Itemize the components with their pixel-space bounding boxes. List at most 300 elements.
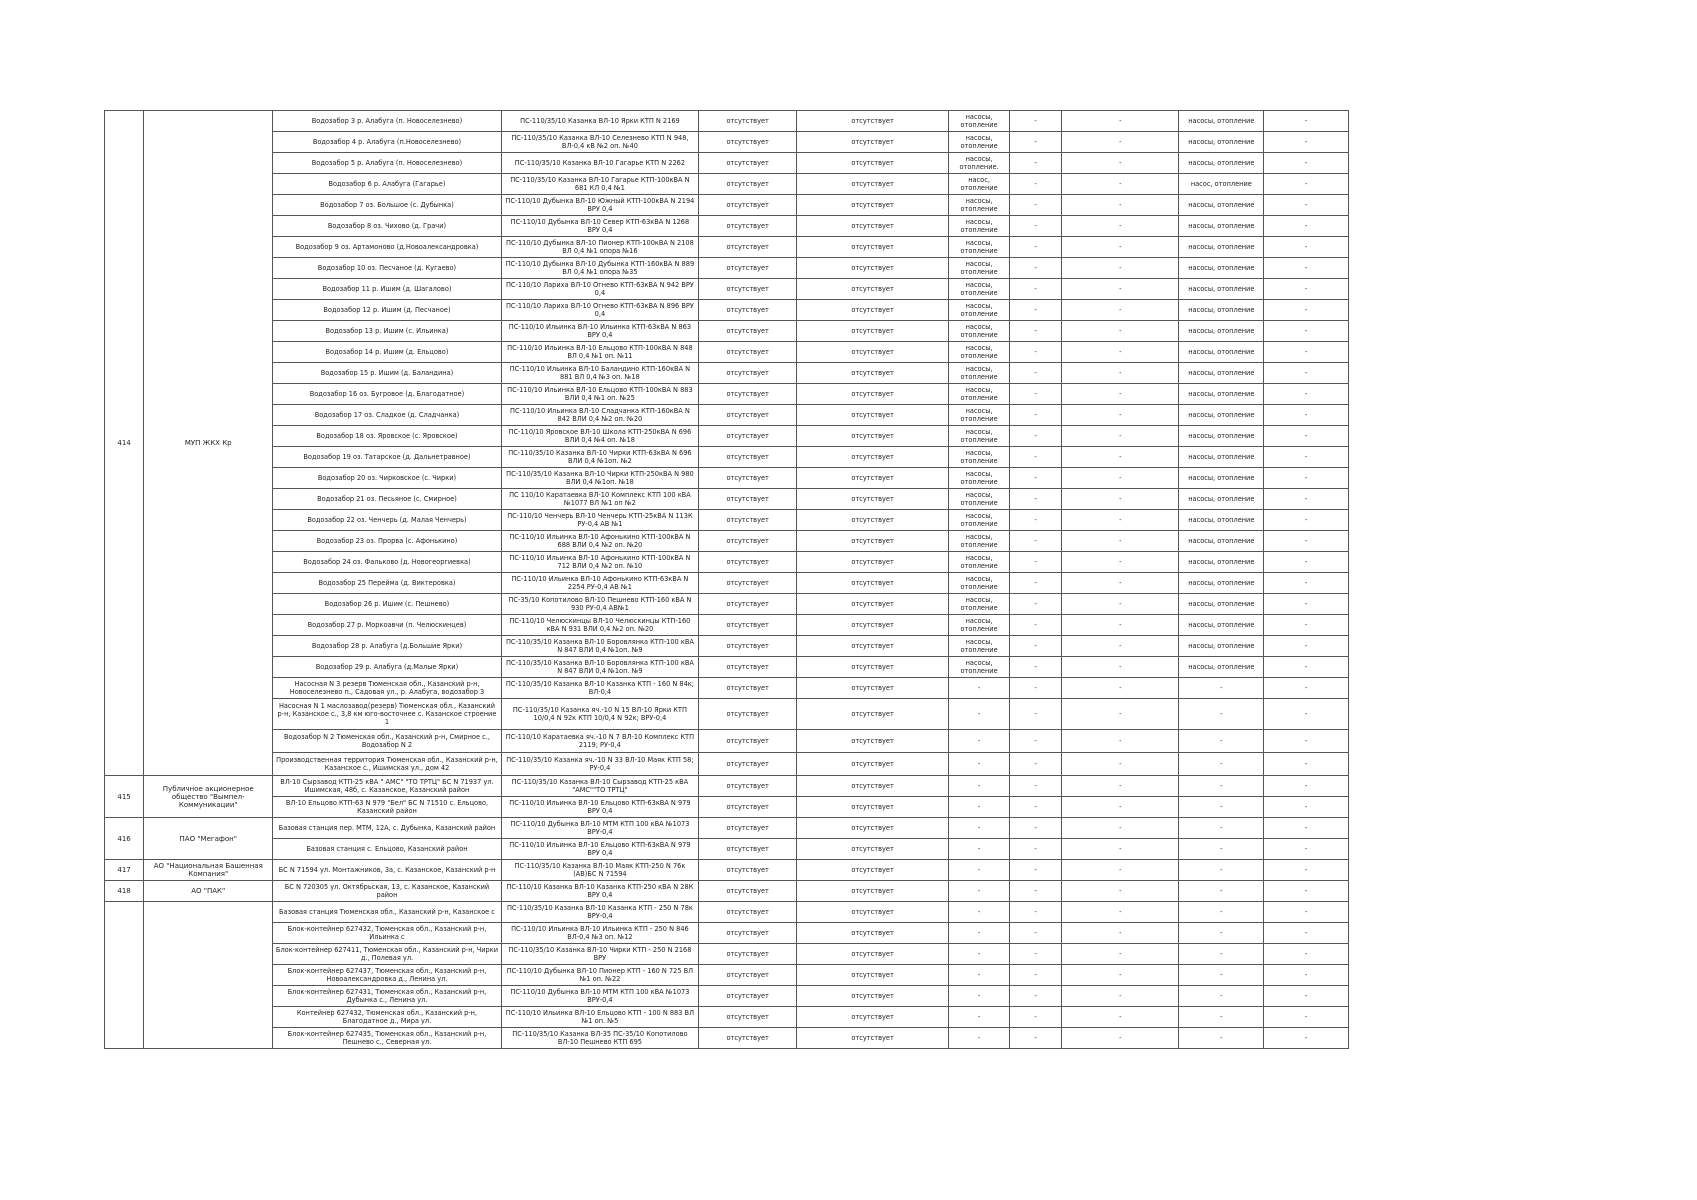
value-cell-b: - [1062, 216, 1179, 237]
status-cell-b: отсутствует [797, 489, 949, 510]
value-cell-c: - [1264, 573, 1349, 594]
status-cell-b: отсутствует [797, 1007, 949, 1028]
value-cell-a: - [1009, 839, 1061, 860]
value-cell-b: - [1062, 384, 1179, 405]
value-cell-b: - [1062, 468, 1179, 489]
load-cell: насосы, отопление. [949, 153, 1010, 174]
status-cell-a: отсутствует [699, 342, 797, 363]
status-cell-b: отсутствует [797, 237, 949, 258]
load-cell-b: насосы, отопление [1179, 594, 1264, 615]
value-cell-b: - [1062, 1028, 1179, 1049]
object-cell: Блок-контейнер 627435, Тюменская обл., Казанский р-н, Пешнево с., Северная ул. [273, 1028, 501, 1049]
organization-cell: ПАО "Мегафон" [144, 818, 273, 860]
table-row [105, 510, 1349, 531]
object-cell: Контейнер 627432, Тюменская обл., Казанский р-н, Благодатное д., Мира ул. [273, 1007, 501, 1028]
load-cell-b: - [1179, 944, 1264, 965]
status-cell-b: отсутствует [797, 342, 949, 363]
table-row [105, 363, 1349, 384]
power-source-cell: ПС-110/10 Дубынка ВЛ-10 Север КТП-63кВА N 1268 ВРУ 0,4 [501, 216, 699, 237]
load-cell: насосы, отопление [949, 195, 1010, 216]
power-source-cell: ПС-110/35/10 Казанка ВЛ-10 Чирки КТП-63кВА N 696 ВЛИ 0,4 №1оп. №2 [501, 447, 699, 468]
object-cell: Насосная N 1 маслозавод(резерв) Тюменская обл., Казанский р-н, Казанское с., 3,8 км юго-восточнее с. Казанское строение 1 [273, 699, 501, 730]
status-cell-a: отсутствует [699, 195, 797, 216]
load-cell: насосы, отопление [949, 615, 1010, 636]
value-cell-b: - [1062, 510, 1179, 531]
status-cell-a: отсутствует [699, 111, 797, 132]
value-cell-b: - [1062, 300, 1179, 321]
load-cell-b: насосы, отопление [1179, 615, 1264, 636]
load-cell-b: - [1179, 965, 1264, 986]
object-cell: Водозабор 5 р. Алабуга (п. Новоселезнево) [273, 153, 501, 174]
status-cell-b: отсутствует [797, 300, 949, 321]
value-cell-b: - [1062, 321, 1179, 342]
load-cell: - [949, 1007, 1010, 1028]
value-cell-a: - [1009, 132, 1061, 153]
power-source-cell: ПС-110/10 Дубынка ВЛ-10 Пионер КТП-100кВА N 2108 ВЛ 0,4 №1 опора №16 [501, 237, 699, 258]
table-row [105, 321, 1349, 342]
status-cell-b: отсутствует [797, 860, 949, 881]
object-cell: Водозабор 19 оз. Татарское (д. Дальнетравное) [273, 447, 501, 468]
load-cell-b: насосы, отопление [1179, 216, 1264, 237]
value-cell-b: - [1062, 111, 1179, 132]
load-cell: - [949, 678, 1010, 699]
object-cell: БС N 720305 ул. Октябрьская, 13, с. Казанское, Казанский район [273, 881, 501, 902]
value-cell-c: - [1264, 426, 1349, 447]
object-cell: Водозабор 8 оз. Чихово (д. Грачи) [273, 216, 501, 237]
table-row [105, 111, 1349, 132]
table-row [105, 881, 1349, 902]
load-cell: насосы, отопление [949, 405, 1010, 426]
value-cell-b: - [1062, 615, 1179, 636]
table-row [105, 923, 1349, 944]
value-cell-b: - [1062, 342, 1179, 363]
value-cell-a: - [1009, 531, 1061, 552]
status-cell-b: отсутствует [797, 174, 949, 195]
load-cell: - [949, 986, 1010, 1007]
load-cell: насосы, отопление [949, 426, 1010, 447]
object-cell: Водозабор 12 р. Ишим (д. Песчаное) [273, 300, 501, 321]
power-source-cell: ПС-110/35/10 Казанка ВЛ-10 Селезнево КТП N 948, ВЛ-0,4 кВ №2 оп. №40 [501, 132, 699, 153]
power-source-cell: ПС-110/10 Ильинка ВЛ-10 Афонькино КТП-100кВА N 712 ВЛИ 0,4 №2 оп. №10 [501, 552, 699, 573]
table-row [105, 132, 1349, 153]
object-cell: Водозабор 16 оз. Бугровое (д. Благодатное) [273, 384, 501, 405]
value-cell-a: - [1009, 573, 1061, 594]
value-cell-c: - [1264, 405, 1349, 426]
value-cell-a: - [1009, 258, 1061, 279]
power-source-cell: ПС-110/10 Дубынка ВЛ-10 МТМ КТП 100 кВА №1073 ВРУ-0,4 [501, 818, 699, 839]
load-cell-b: насосы, отопление [1179, 363, 1264, 384]
table-row [105, 468, 1349, 489]
status-cell-a: отсутствует [699, 615, 797, 636]
value-cell-c: - [1264, 447, 1349, 468]
load-cell-b: насосы, отопление [1179, 300, 1264, 321]
status-cell-a: отсутствует [699, 923, 797, 944]
value-cell-a: - [1009, 902, 1061, 923]
status-cell-b: отсутствует [797, 923, 949, 944]
load-cell: насосы, отопление [949, 321, 1010, 342]
value-cell-a: - [1009, 426, 1061, 447]
status-cell-a: отсутствует [699, 699, 797, 730]
table-row [105, 615, 1349, 636]
load-cell-b: насосы, отопление [1179, 342, 1264, 363]
status-cell-a: отсутствует [699, 321, 797, 342]
power-source-cell: ПС-110/10 Челюскинцы ВЛ-10 Челюскинцы КТП-160 кВА N 931 ВЛИ 0,4 №2 оп. №20 [501, 615, 699, 636]
value-cell-a: - [1009, 552, 1061, 573]
value-cell-a: - [1009, 363, 1061, 384]
value-cell-b: - [1062, 258, 1179, 279]
status-cell-b: отсутствует [797, 965, 949, 986]
status-cell-a: отсутствует [699, 636, 797, 657]
object-cell: БС N 71594 ул. Монтажников, 3а, с. Казанское, Казанский р-н [273, 860, 501, 881]
status-cell-b: отсутствует [797, 881, 949, 902]
status-cell-a: отсутствует [699, 258, 797, 279]
load-cell: - [949, 776, 1010, 797]
value-cell-b: - [1062, 531, 1179, 552]
value-cell-a: - [1009, 153, 1061, 174]
table-row [105, 342, 1349, 363]
value-cell-c: - [1264, 797, 1349, 818]
load-cell: - [949, 1028, 1010, 1049]
status-cell-a: отсутствует [699, 657, 797, 678]
table-row [105, 216, 1349, 237]
load-cell-b: - [1179, 839, 1264, 860]
table-row [105, 153, 1349, 174]
object-cell: Базовая станция с. Ельцово, Казанский район [273, 839, 501, 860]
load-cell: - [949, 944, 1010, 965]
table-row [105, 300, 1349, 321]
status-cell-b: отсутствует [797, 132, 949, 153]
object-cell: ВЛ-10 Сырзавод КТП-25 кВА " АМС" "ТО ТРТЦ" БС N 71937 ул. Ишимская, 48б, с. Казанское, Казанский район [273, 776, 501, 797]
value-cell-a: - [1009, 860, 1061, 881]
object-cell: Водозабор 10 оз. Песчаное (д. Кугаево) [273, 258, 501, 279]
load-cell: - [949, 753, 1010, 776]
value-cell-c: - [1264, 594, 1349, 615]
value-cell-b: - [1062, 923, 1179, 944]
value-cell-a: - [1009, 237, 1061, 258]
power-source-cell: ПС-110/35/10 Казанка ВЛ-10 Маяк КТП-250 N 76к (АВ)БС N 71594 [501, 860, 699, 881]
value-cell-a: - [1009, 594, 1061, 615]
value-cell-a: - [1009, 986, 1061, 1007]
status-cell-b: отсутствует [797, 279, 949, 300]
power-source-cell: ПС-110/10 Ильинка ВЛ-10 Ельцово КТП-100кВА N 883 ВЛИ 0,4 №1 оп. №25 [501, 384, 699, 405]
value-cell-c: - [1264, 279, 1349, 300]
status-cell-b: отсутствует [797, 384, 949, 405]
table-row [105, 699, 1349, 730]
object-cell: Базовая станция Тюменская обл., Казанский р-н, Казанское с [273, 902, 501, 923]
value-cell-a: - [1009, 447, 1061, 468]
load-cell: насос, отопление [949, 174, 1010, 195]
table-row [105, 531, 1349, 552]
status-cell-a: отсутствует [699, 594, 797, 615]
power-source-cell: ПС-110/10 Ильинка ВЛ-10 Ильинка КТП-63кВА N 863 ВРУ 0,4 [501, 321, 699, 342]
load-cell-b: - [1179, 923, 1264, 944]
status-cell-b: отсутствует [797, 699, 949, 730]
value-cell-a: - [1009, 321, 1061, 342]
value-cell-a: - [1009, 818, 1061, 839]
value-cell-a: - [1009, 342, 1061, 363]
load-cell-b: насосы, отопление [1179, 552, 1264, 573]
status-cell-a: отсутствует [699, 573, 797, 594]
load-cell: насосы, отопление [949, 342, 1010, 363]
object-cell: Водозабор 25 Перейма (д. Виктеровка) [273, 573, 501, 594]
status-cell-a: отсутствует [699, 797, 797, 818]
value-cell-b: - [1062, 195, 1179, 216]
value-cell-a: - [1009, 510, 1061, 531]
status-cell-b: отсутствует [797, 405, 949, 426]
group-number-cell: 417 [105, 860, 144, 881]
load-cell: насосы, отопление [949, 573, 1010, 594]
object-cell: Водозабор 21 оз. Песьяное (с. Смирное) [273, 489, 501, 510]
table-row [105, 965, 1349, 986]
status-cell-b: отсутствует [797, 902, 949, 923]
status-cell-a: отсутствует [699, 1028, 797, 1049]
status-cell-b: отсутствует [797, 552, 949, 573]
organization-cell: Публичное акционерное общество "Вымпел-Коммуникации" [144, 776, 273, 818]
status-cell-a: отсутствует [699, 552, 797, 573]
value-cell-a: - [1009, 1028, 1061, 1049]
table-row [105, 552, 1349, 573]
power-source-cell: ПС-110/35/10 Казанка ВЛ-10 Гагарье КТП-100кВА N 681 КЛ 0,4 №1 [501, 174, 699, 195]
load-cell: насосы, отопление [949, 237, 1010, 258]
status-cell-a: отсутствует [699, 510, 797, 531]
load-cell: насосы, отопление [949, 447, 1010, 468]
table-row [105, 1028, 1349, 1049]
load-cell-b: - [1179, 797, 1264, 818]
value-cell-a: - [1009, 468, 1061, 489]
object-cell: Водозабор 27 р. Моркоавчи (п. Челюскинцев) [273, 615, 501, 636]
load-cell-b: - [1179, 753, 1264, 776]
value-cell-b: - [1062, 132, 1179, 153]
value-cell-a: - [1009, 195, 1061, 216]
object-cell: Насосная N 3 резерв Тюменская обл., Казанский р-н, Новоселезнево п., Садовая ул., р. Алабуга, водозабор 3 [273, 678, 501, 699]
value-cell-b: - [1062, 699, 1179, 730]
table-row [105, 195, 1349, 216]
load-cell-b: насосы, отопление [1179, 657, 1264, 678]
table-row [105, 489, 1349, 510]
object-cell: Базовая станция пер. МТМ, 12А, с. Дубынка, Казанский район [273, 818, 501, 839]
value-cell-c: - [1264, 965, 1349, 986]
load-cell: насосы, отопление [949, 531, 1010, 552]
organization-cell [144, 902, 273, 1049]
load-cell: насосы, отопление [949, 489, 1010, 510]
value-cell-a: - [1009, 699, 1061, 730]
status-cell-b: отсутствует [797, 797, 949, 818]
value-cell-b: - [1062, 986, 1179, 1007]
value-cell-b: - [1062, 153, 1179, 174]
table-row [105, 1007, 1349, 1028]
status-cell-b: отсутствует [797, 986, 949, 1007]
power-source-cell: ПС-110/10 Ильинка ВЛ-10 Ельцово КТП - 100 N 883 ВЛ №1 оп. №5 [501, 1007, 699, 1028]
power-source-cell: ПС-110/10 Ченчерь ВЛ-10 Ченчерь КТП-25кВА N 113К РУ-0,4 АВ №1 [501, 510, 699, 531]
power-source-cell: ПС-110/35/10 Казанка ВЛ-35 ПС-35/10 Копотилово ВЛ-10 Пешнево КТП 695 [501, 1028, 699, 1049]
value-cell-c: - [1264, 300, 1349, 321]
table-row [105, 594, 1349, 615]
power-source-cell: ПС-110/10 Ильинка ВЛ-10 Сладчанка КТП-160кВА N 842 ВЛИ 0,4 №2 оп. №20 [501, 405, 699, 426]
power-source-cell: ПС 110/10 Каратаевка ВЛ-10 Комплекс КТП 100 кВА №1077 ВЛ №1 оп №2 [501, 489, 699, 510]
load-cell: насосы, отопление [949, 657, 1010, 678]
object-cell: ВЛ-10 Ельцово КТП-63 N 979 "Бел" БС N 71510 с. Ельцово, Казанский район [273, 797, 501, 818]
object-cell: Водозабор 22 оз. Ченчерь (д. Малая Ченчерь) [273, 510, 501, 531]
object-cell: Водозабор 24 оз. Фальково (д. Новогеоргиевка) [273, 552, 501, 573]
object-cell: Водозабор 26 р. Ишим (с. Пешнево) [273, 594, 501, 615]
status-cell-a: отсутствует [699, 753, 797, 776]
value-cell-a: - [1009, 636, 1061, 657]
spreadsheet-table [104, 110, 1349, 1049]
value-cell-c: - [1264, 923, 1349, 944]
load-cell: насосы, отопление [949, 111, 1010, 132]
value-cell-b: - [1062, 174, 1179, 195]
table-row [105, 174, 1349, 195]
value-cell-a: - [1009, 489, 1061, 510]
value-cell-c: - [1264, 132, 1349, 153]
value-cell-a: - [1009, 216, 1061, 237]
load-cell: - [949, 965, 1010, 986]
value-cell-a: - [1009, 730, 1061, 753]
table-row [105, 902, 1349, 923]
value-cell-a: - [1009, 405, 1061, 426]
object-cell: Водозабор 15 р. Ишим (д. Баландина) [273, 363, 501, 384]
value-cell-c: - [1264, 363, 1349, 384]
object-cell: Водозабор 4 р. Алабуга (п.Новоселезнево) [273, 132, 501, 153]
value-cell-b: - [1062, 447, 1179, 468]
object-cell: Водозабор 13 р. Ишим (с. Ильинка) [273, 321, 501, 342]
value-cell-c: - [1264, 860, 1349, 881]
organization-cell: МУП ЖКХ Кр [144, 111, 273, 776]
value-cell-a: - [1009, 753, 1061, 776]
group-number-cell [105, 902, 144, 1049]
power-source-cell: ПС-110/35/10 Казанка ВЛ-10 Гагарье КТП N 2262 [501, 153, 699, 174]
table-row [105, 384, 1349, 405]
load-cell-b: - [1179, 818, 1264, 839]
power-source-cell: ПС-110/10 Лариха ВЛ-10 Огнево КТП-63кВА N 942 ВРУ 0,4 [501, 279, 699, 300]
power-source-cell: ПС-110/35/10 Казанка ВЛ-10 Чирки КТП - 250 N 2168 ВРУ [501, 944, 699, 965]
table-row [105, 405, 1349, 426]
value-cell-c: - [1264, 153, 1349, 174]
load-cell-b: насосы, отопление [1179, 405, 1264, 426]
status-cell-a: отсутствует [699, 384, 797, 405]
value-cell-c: - [1264, 730, 1349, 753]
value-cell-b: - [1062, 678, 1179, 699]
table-row [105, 944, 1349, 965]
power-source-cell: ПС-110/10 Ильинка ВЛ-10 Ельцово КТП-100кВА N 848 ВЛ 0,4 №1 оп. №11 [501, 342, 699, 363]
load-cell: насосы, отопление [949, 510, 1010, 531]
status-cell-a: отсутствует [699, 279, 797, 300]
load-cell: насосы, отопление [949, 636, 1010, 657]
table-row [105, 279, 1349, 300]
power-source-cell: ПС-110/35/10 Казанка ВЛ-10 Казанка КТП - 160 N 84к; ВЛ-0,4 [501, 678, 699, 699]
load-cell: - [949, 923, 1010, 944]
table-row [105, 839, 1349, 860]
load-cell: насосы, отопление [949, 258, 1010, 279]
object-cell: Блок-контейнер 627411, Тюменская обл., Казанский р-н, Чирки д., Полевая ул. [273, 944, 501, 965]
object-cell: Водозабор 20 оз. Чирковское (с. Чирки) [273, 468, 501, 489]
value-cell-a: - [1009, 797, 1061, 818]
value-cell-c: - [1264, 342, 1349, 363]
status-cell-a: отсутствует [699, 405, 797, 426]
status-cell-a: отсутствует [699, 363, 797, 384]
value-cell-c: - [1264, 818, 1349, 839]
object-cell: Водозабор 29 р. Алабуга (д.Малые Ярки) [273, 657, 501, 678]
object-cell: Водозабор N 2 Тюменская обл., Казанский р-н, Смирное с., Водозабор N 2 [273, 730, 501, 753]
load-cell-b: - [1179, 699, 1264, 730]
object-cell: Водозабор 6 р. Алабуга (Гагарье) [273, 174, 501, 195]
value-cell-a: - [1009, 678, 1061, 699]
value-cell-a: - [1009, 174, 1061, 195]
value-cell-c: - [1264, 944, 1349, 965]
value-cell-c: - [1264, 657, 1349, 678]
status-cell-b: отсутствует [797, 363, 949, 384]
value-cell-a: - [1009, 965, 1061, 986]
value-cell-c: - [1264, 531, 1349, 552]
load-cell: - [949, 881, 1010, 902]
value-cell-b: - [1062, 636, 1179, 657]
value-cell-c: - [1264, 384, 1349, 405]
status-cell-b: отсутствует [797, 944, 949, 965]
table-row [105, 818, 1349, 839]
group-number-cell: 415 [105, 776, 144, 818]
power-source-cell: ПС-110/10 Ильинка ВЛ-10 Баландино КТП-160кВА N 881 ВЛ 0,4 №3 оп. №18 [501, 363, 699, 384]
value-cell-b: - [1062, 552, 1179, 573]
power-source-cell: ПС-110/10 Каратаевка яч.-10 N 7 ВЛ-10 Комплекс КТП 2119; РУ-0,4 [501, 730, 699, 753]
table-row [105, 447, 1349, 468]
value-cell-c: - [1264, 881, 1349, 902]
power-source-cell: ПС-110/35/10 Казанка ВЛ-10 Сырзавод КТП-25 кВА "АМС""ТО ТРТЦ" [501, 776, 699, 797]
object-cell: Блок-контейнер 627431, Тюменская обл., Казанский р-н, Дубынка с., Ленина ул. [273, 986, 501, 1007]
status-cell-b: отсутствует [797, 447, 949, 468]
status-cell-b: отсутствует [797, 111, 949, 132]
value-cell-c: - [1264, 174, 1349, 195]
status-cell-b: отсутствует [797, 195, 949, 216]
value-cell-b: - [1062, 1007, 1179, 1028]
value-cell-c: - [1264, 195, 1349, 216]
load-cell-b: насосы, отопление [1179, 531, 1264, 552]
load-cell: насосы, отопление [949, 363, 1010, 384]
load-cell: насосы, отопление [949, 384, 1010, 405]
status-cell-b: отсутствует [797, 1028, 949, 1049]
power-source-cell: ПС-110/10 Казанка ВЛ-10 Казанка КТП-250 кВА N 28К ВРУ 0,4 [501, 881, 699, 902]
object-cell: Водозабор 18 оз. Яровское (с. Яровское) [273, 426, 501, 447]
status-cell-b: отсутствует [797, 818, 949, 839]
status-cell-a: отсутствует [699, 447, 797, 468]
load-cell: насосы, отопление [949, 132, 1010, 153]
power-source-cell: ПС-110/10 Дубынка ВЛ-10 Южный КТП-100кВА N 2194 ВРУ 0,4 [501, 195, 699, 216]
power-source-cell: ПС-110/10 Лариха ВЛ-10 Огнево КТП-63кВА N 896 ВРУ 0,4 [501, 300, 699, 321]
load-cell: - [949, 797, 1010, 818]
power-source-cell: ПС-110/35/10 Казанка ВЛ-10 Боровлянка КТП-100 кВА N 847 ВЛИ 0,4 №1оп. №9 [501, 657, 699, 678]
group-number-cell: 418 [105, 881, 144, 902]
status-cell-a: отсутствует [699, 1007, 797, 1028]
value-cell-b: - [1062, 730, 1179, 753]
table-row [105, 678, 1349, 699]
load-cell-b: насосы, отопление [1179, 237, 1264, 258]
status-cell-a: отсутствует [699, 174, 797, 195]
load-cell: - [949, 699, 1010, 730]
status-cell-a: отсутствует [699, 678, 797, 699]
status-cell-a: отсутствует [699, 153, 797, 174]
load-cell-b: насосы, отопление [1179, 468, 1264, 489]
status-cell-b: отсутствует [797, 216, 949, 237]
load-cell-b: - [1179, 1007, 1264, 1028]
load-cell: насосы, отопление [949, 468, 1010, 489]
load-cell-b: насосы, отопление [1179, 195, 1264, 216]
status-cell-b: отсутствует [797, 594, 949, 615]
value-cell-c: - [1264, 111, 1349, 132]
value-cell-a: - [1009, 776, 1061, 797]
object-cell: Блок-контейнер 627437, Тюменская обл., Казанский р-н, Новоалександровка д., Ленина ул. [273, 965, 501, 986]
group-number-cell: 416 [105, 818, 144, 860]
value-cell-a: - [1009, 881, 1061, 902]
value-cell-c: - [1264, 776, 1349, 797]
